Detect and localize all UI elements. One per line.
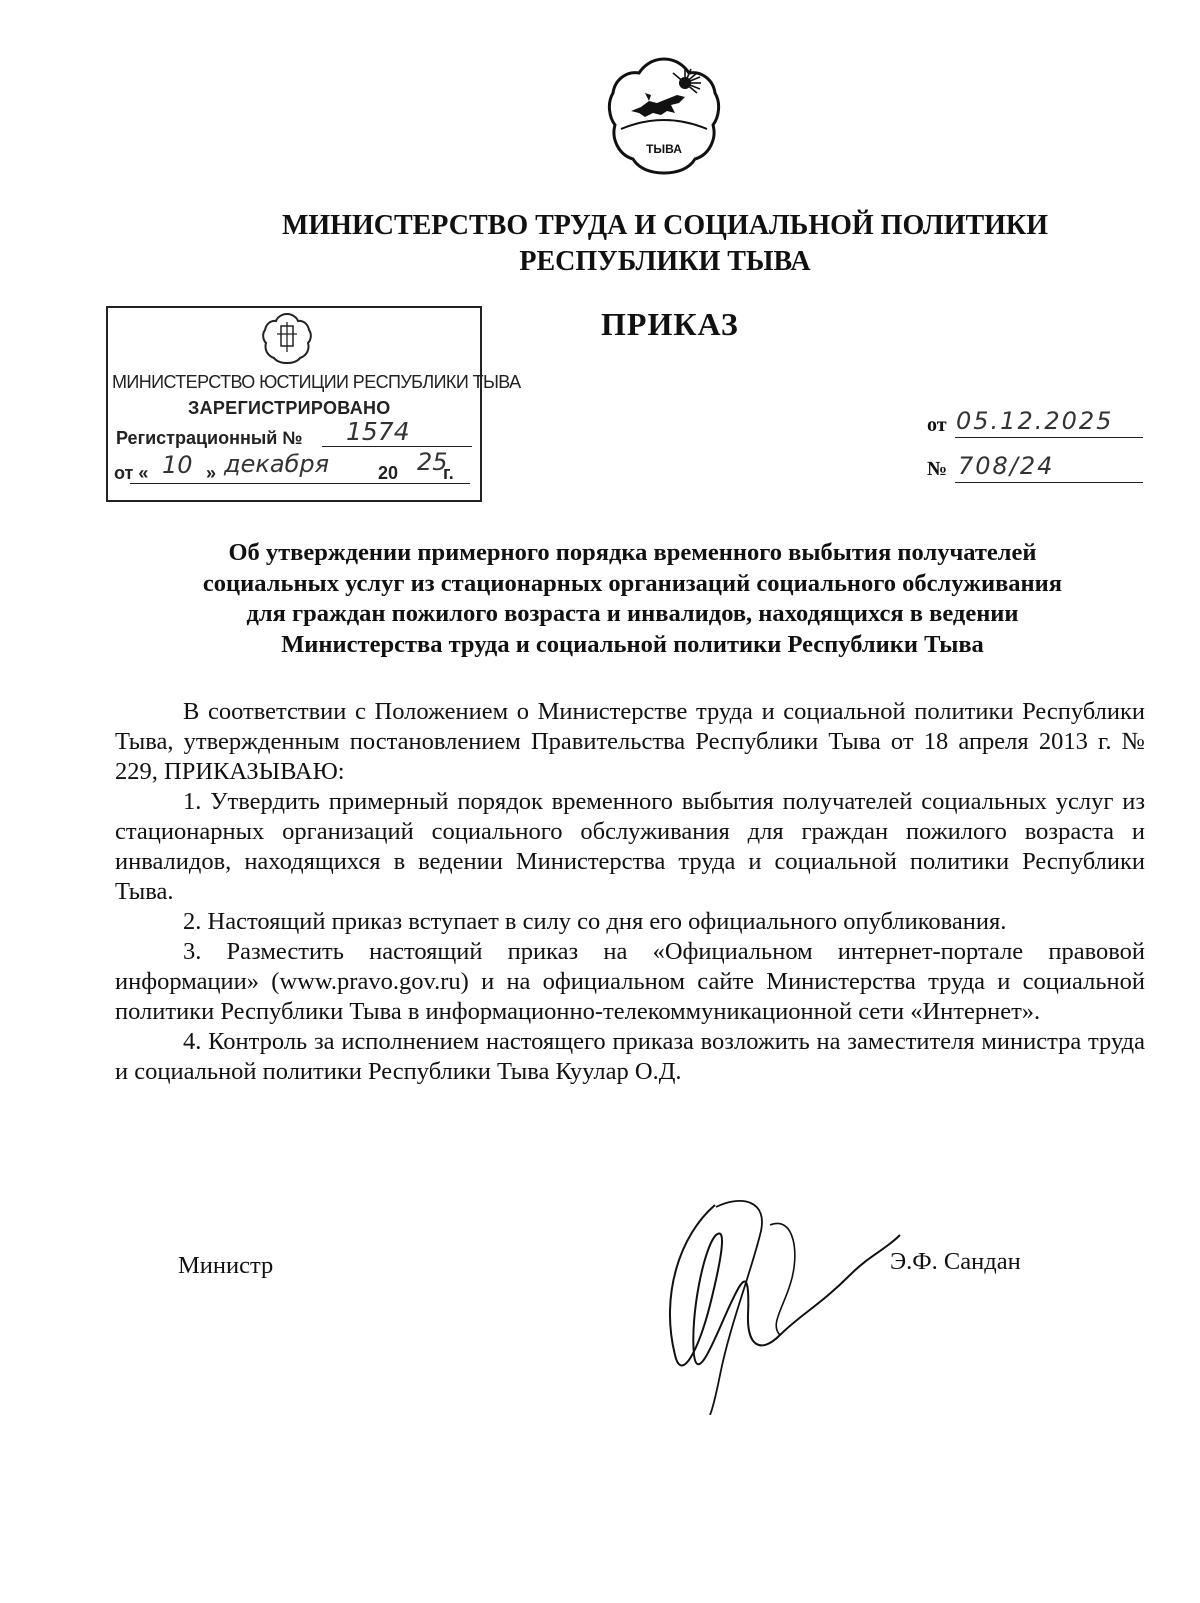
stamp-year-end: г.	[443, 463, 454, 483]
title-line: для граждан пожилого возраста и инвалидов, находящихся в ведении	[246, 600, 1019, 627]
signer-name: Э.Ф. Сандан	[890, 1248, 1021, 1275]
stamp-ministry: МИНИСТЕРСТВО ЮСТИЦИИ РЕСПУБЛИКИ ТЫВА	[112, 372, 521, 392]
order-title	[120, 538, 1145, 660]
title-line: Об утверждении примерного порядка временного выбытия получателей	[228, 539, 1037, 566]
title-line: Министерства труда и социальной политики Республики Тыва	[281, 630, 984, 658]
body-paragraph-preamble: В соответствии с Положением о Министерстве труда и социальной политики Республики Тыва, утвержденным постановлением Правительства Республики Тыва от 18 апреля 2013 г. № 229, ПРИКАЗЫВАЮ:	[115, 698, 1145, 785]
stamp-reg-number: 1574	[346, 417, 410, 446]
order-number-label: №	[927, 458, 948, 480]
order-date-underline	[955, 437, 1143, 438]
stamp-day: 10	[162, 451, 193, 479]
stamp-year-suffix: 25	[417, 448, 448, 476]
order-body	[115, 697, 1145, 1087]
body-paragraph-item-3: 3. Разместить настоящий приказ на «Официальном интернет-портале правовой информации» (www.pravo.gov.ru) и на официальном сайте Министерства труда и социальной политики Республики Тыва в информационно-телекоммуникационной сети «Интернет».	[115, 938, 1145, 1025]
ministry-name-line2: РЕСПУБЛИКИ ТЫВА	[519, 246, 811, 277]
registration-stamp	[100, 290, 521, 515]
stamp-emblem-icon	[262, 312, 312, 364]
body-paragraph-item-2: 2. Настоящий приказ вступает в силу со дня его официального опубликования.	[183, 908, 1007, 935]
stamp-status: ЗАРЕГИСТРИРОВАНО	[188, 398, 391, 418]
stamp-day-close: »	[206, 463, 217, 483]
order-date-value: 05.12.2025	[956, 407, 1114, 435]
order-date-label: от	[927, 414, 947, 436]
order-number-value: 708/24	[958, 452, 1055, 480]
body-paragraph-item-4: 4. Контроль за исполнением настоящего приказа возложить на заместителя министра труда и социальной политики Республики Тыва Куулар О.Д.	[115, 1028, 1145, 1085]
document-type-title: ПРИКАЗ	[601, 306, 739, 342]
stamp-reg-label: Регистрационный №	[116, 428, 303, 448]
emblem-caption: ТЫВА	[646, 142, 682, 156]
signer-position: Министр	[178, 1252, 274, 1279]
stamp-reg-underline	[322, 446, 472, 447]
ministry-name-line1: МИНИСТЕРСТВО ТРУДА И СОЦИАЛЬНОЙ ПОЛИТИКИ	[281, 210, 1049, 241]
order-number-underline	[955, 482, 1143, 483]
stamp-date-prefix: от «	[114, 463, 149, 483]
body-paragraph-item-1: 1. Утвердить примерный порядок временного выбытия получателей социальных услуг из стационарных организаций социального обслуживания для граждан пожилого возраста и инвалидов, находящихся в ведении Министерства труда и социальной политики Республики Тыва.	[115, 788, 1145, 905]
tuva-coat-of-arms-icon	[605, 55, 723, 177]
handwritten-signature-icon	[620, 1195, 910, 1415]
title-line: социальных услуг из стационарных организаций социального обслуживания	[202, 569, 1063, 597]
stamp-month: декабря	[224, 450, 330, 478]
stamp-date-underline	[130, 483, 470, 484]
stamp-year-prefix: 20	[378, 463, 399, 483]
